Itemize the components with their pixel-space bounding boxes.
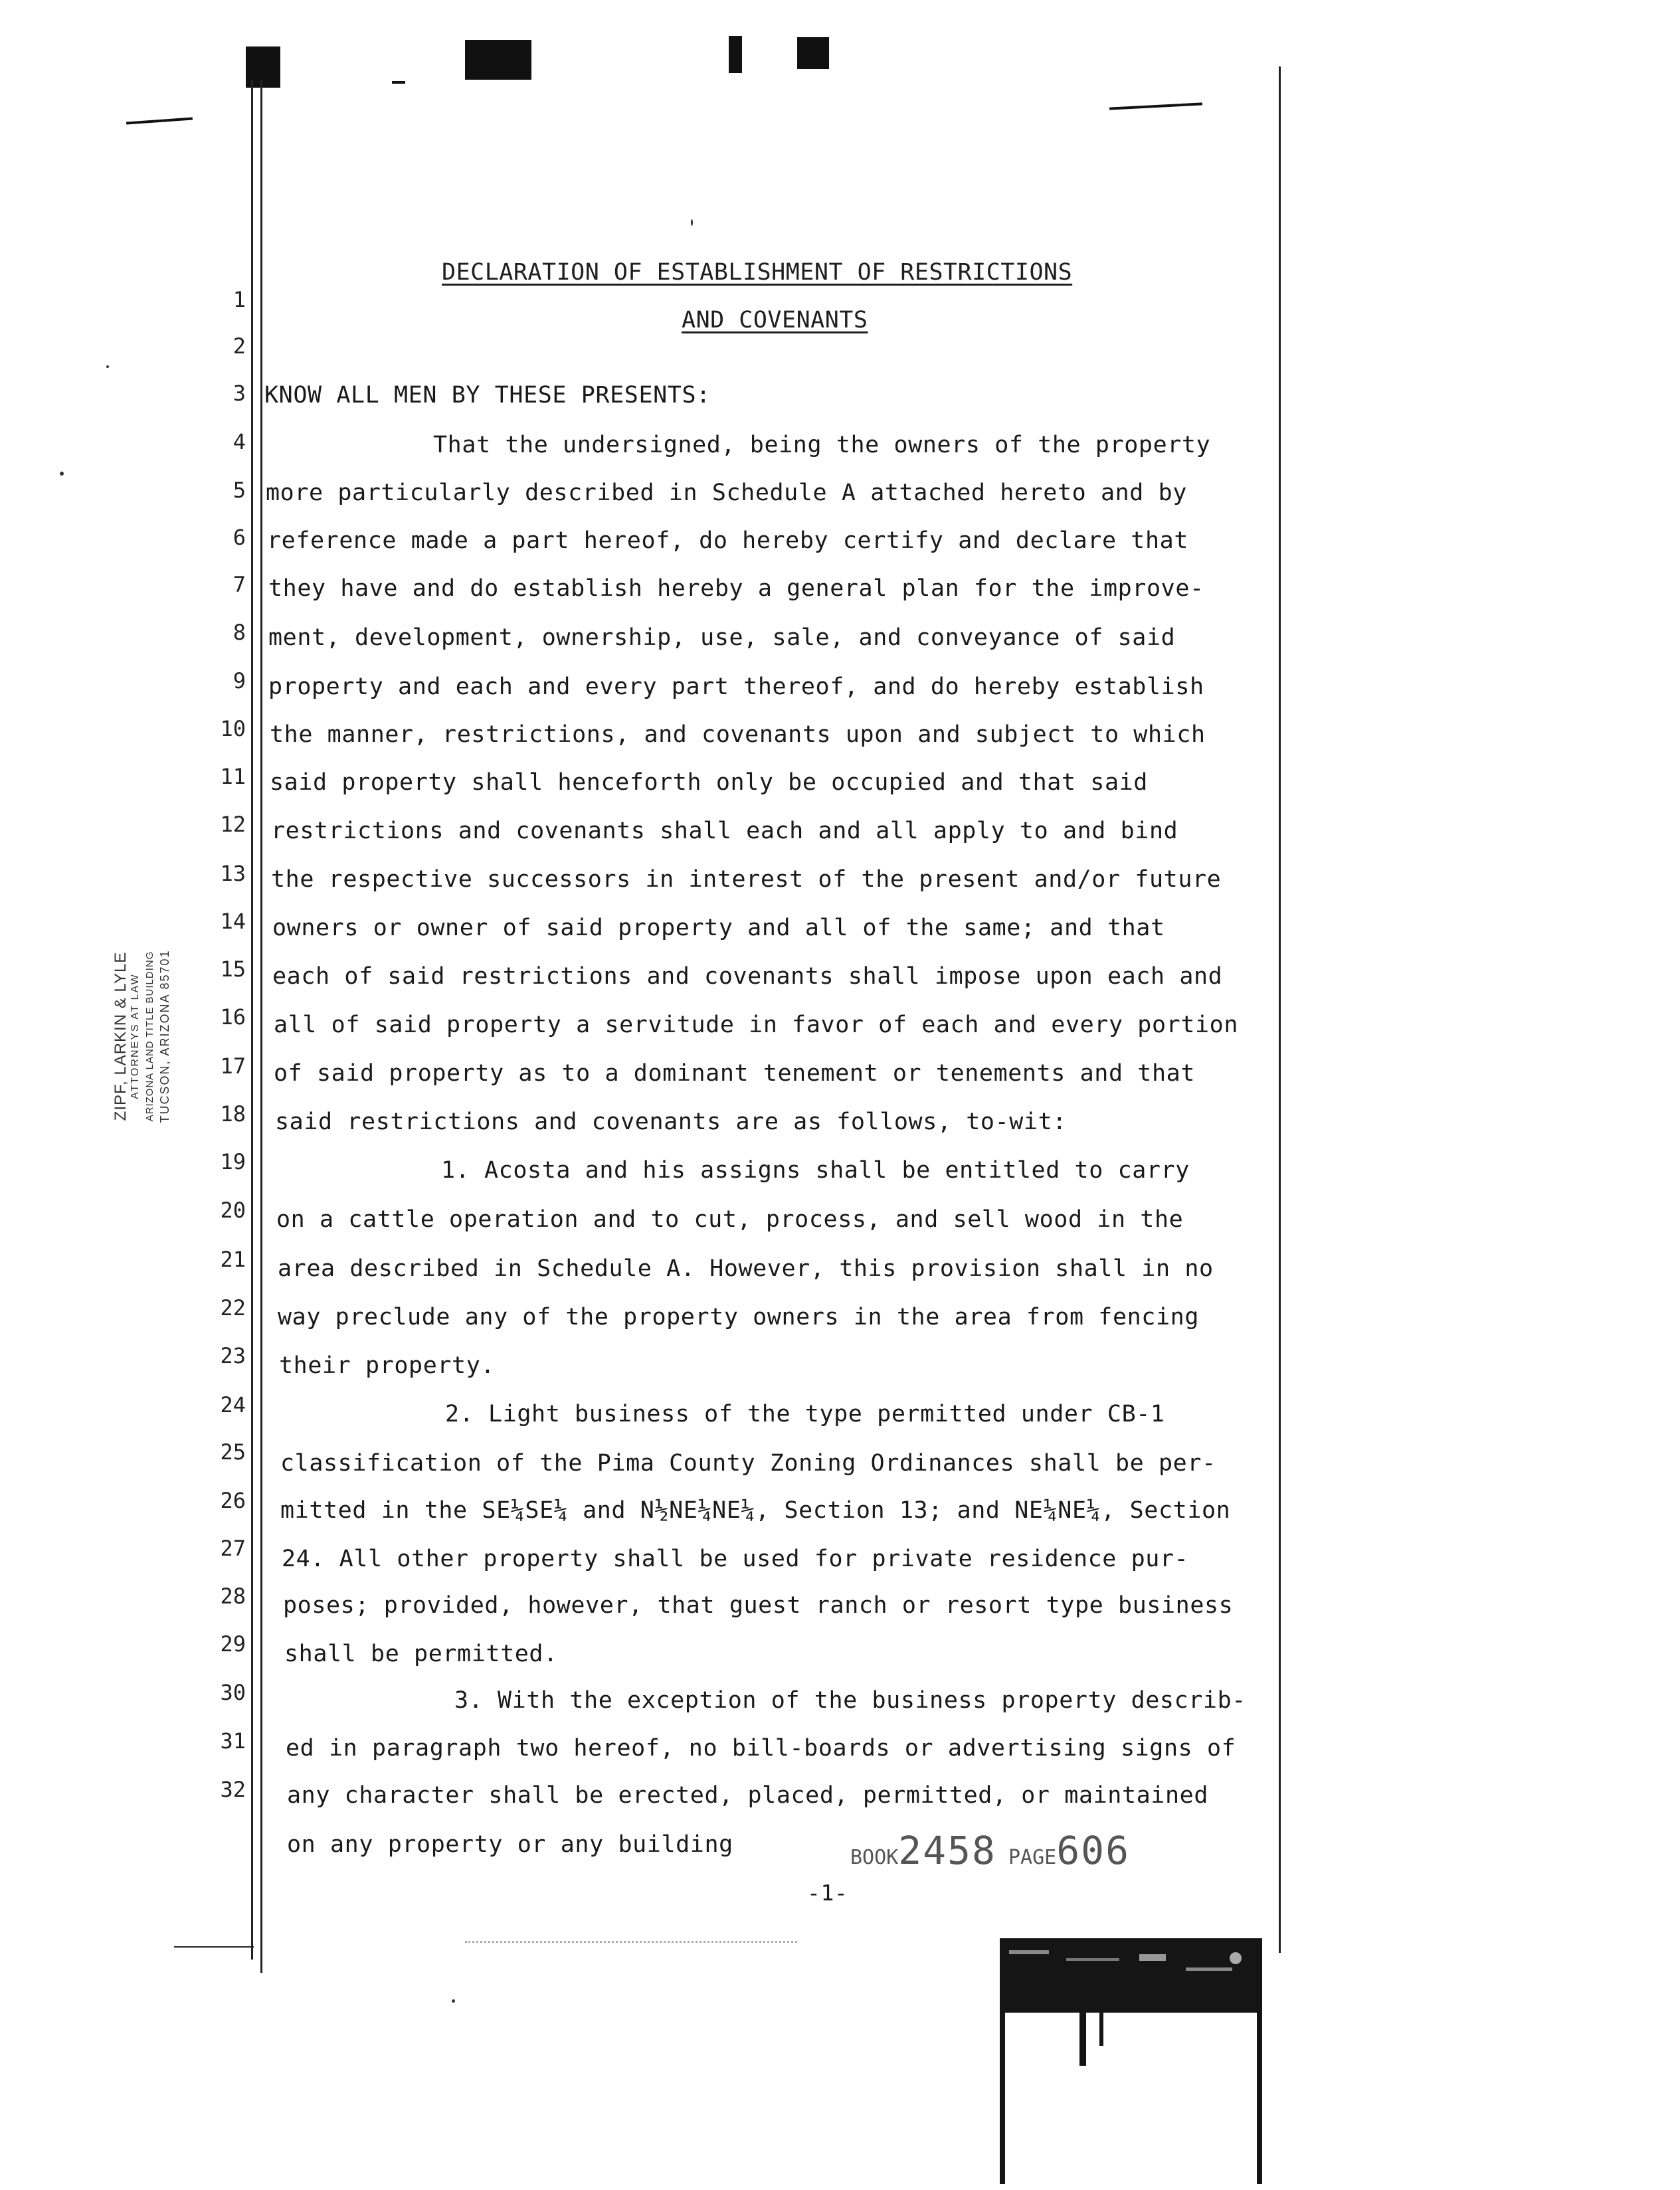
scan-mark: [465, 40, 531, 80]
body-line: the respective successors in interest of the present and/or future: [271, 866, 1222, 893]
dotted-rule: [465, 1941, 797, 1943]
line-number: 25: [220, 1439, 246, 1465]
firm-building: ARIZONA LAND TITLE BUILDING: [144, 951, 155, 1122]
line-number: 14: [220, 909, 246, 934]
line-number: 13: [220, 861, 246, 886]
body-line: poses; provided, however, that guest ranch or resort type business: [283, 1592, 1234, 1619]
document-title: DECLARATION OF ESTABLISHMENT OF RESTRICTIONS: [442, 259, 1073, 286]
scan-speck: [452, 1999, 455, 2003]
page-stamp-number: 606: [1056, 1828, 1131, 1873]
line-number: 17: [220, 1053, 246, 1079]
body-line: all of said property a servitude in favor of each and every portion: [274, 1012, 1239, 1038]
body-line: of said property as to a dominant tenement or tenements and that: [274, 1060, 1195, 1087]
body-line: restrictions and covenants shall each and all apply to and bind: [271, 818, 1178, 844]
page-label: PAGE: [1008, 1846, 1057, 1869]
body-line: on any property or any building: [287, 1831, 733, 1858]
line-number: 10: [220, 716, 246, 741]
body-line: KNOW ALL MEN BY THESE PRESENTS:: [264, 382, 711, 409]
firm-role: ATTORNEYS AT LAW: [130, 973, 141, 1099]
line-number: 8: [233, 620, 246, 645]
scan-speck: [106, 365, 109, 368]
body-line: owners or owner of said property and all of the same; and that: [272, 915, 1165, 941]
bottom-rule: [174, 1946, 254, 1948]
body-line: shall be permitted.: [284, 1641, 558, 1667]
line-number: 23: [220, 1343, 246, 1368]
scan-mark: [1109, 102, 1202, 110]
scan-speck: [60, 472, 64, 476]
line-number: 24: [220, 1392, 246, 1417]
line-number: 29: [220, 1631, 246, 1657]
body-line: reference made a part hereof, do hereby certify and declare that: [267, 527, 1188, 554]
line-number: 5: [233, 478, 246, 503]
body-line: area described in Schedule A. However, this provision shall in no: [278, 1255, 1214, 1282]
line-number: 20: [220, 1198, 246, 1223]
line-number: 32: [220, 1777, 246, 1802]
scan-mark: [729, 36, 742, 73]
scan-speck: [691, 219, 693, 226]
book-number: 2458: [898, 1828, 996, 1873]
body-line: mitted in the SE¼SE¼ and N½NE¼NE¼, Section 13; and NE¼NE¼, Section: [280, 1497, 1231, 1524]
line-number: 1: [233, 287, 246, 312]
body-line: the manner, restrictions, and covenants upon and subject to which: [270, 721, 1206, 748]
document-subtitle: AND COVENANTS: [682, 307, 868, 333]
left-margin-rule: [251, 80, 253, 1960]
line-number: 6: [233, 525, 246, 550]
line-number: 21: [220, 1247, 246, 1272]
right-margin-rule: [1279, 66, 1281, 1953]
body-line: 1. Acosta and his assigns shall be entitled to carry: [441, 1157, 1190, 1184]
body-line: classification of the Pima County Zoning Ordinances shall be per-: [280, 1450, 1216, 1477]
page-number: -1-: [807, 1880, 848, 1906]
body-line: any character shall be erected, placed, permitted, or maintained: [287, 1782, 1208, 1809]
body-line: more particularly described in Schedule A attached hereto and by: [266, 480, 1187, 506]
line-number: 4: [233, 429, 246, 454]
book-page-stamp: [850, 1828, 1130, 1873]
line-number: 28: [220, 1584, 246, 1609]
line-number: 12: [220, 812, 246, 837]
line-number: 2: [233, 333, 246, 359]
line-number: 9: [233, 668, 246, 693]
body-line: 3. With the exception of the business property describ-: [454, 1687, 1246, 1714]
line-number: 15: [220, 957, 246, 982]
scan-mark: [797, 37, 829, 69]
scan-mark: [392, 81, 405, 84]
body-line: ment, development, ownership, use, sale, and conveyance of said: [268, 624, 1176, 651]
body-line: they have and do establish hereby a general plan for the improve-: [268, 575, 1204, 602]
body-line: way preclude any of the property owners in the area from fencing: [278, 1304, 1199, 1330]
body-line: each of said restrictions and covenants shall impose upon each and: [272, 963, 1223, 990]
scan-mark: [126, 118, 193, 125]
line-number: 7: [233, 572, 246, 597]
body-line: That the undersigned, being the owners of the property: [433, 432, 1211, 458]
recorder-stamp-block: [1000, 1938, 1262, 2187]
body-line: 2. Light business of the type permitted under CB-1: [445, 1401, 1165, 1427]
body-line: their property.: [279, 1352, 496, 1379]
body-line: said property shall henceforth only be occupied and that said: [270, 769, 1148, 796]
line-number: 26: [220, 1488, 246, 1513]
body-line: property and each and every part thereof, and do hereby establish: [268, 674, 1204, 700]
body-line: said restrictions and covenants are as follows, to-wit:: [275, 1109, 1067, 1135]
line-number: 3: [233, 381, 246, 406]
firm-address: TUCSON, ARIZONA 85701: [158, 949, 171, 1123]
left-margin-rule-inner: [260, 80, 262, 1973]
line-number: 19: [220, 1149, 246, 1174]
body-line: on a cattle operation and to cut, process, and sell wood in the: [276, 1206, 1184, 1233]
body-line: 24. All other property shall be used for private residence pur-: [282, 1546, 1189, 1572]
firm-name: ZIPF, LARKIN & LYLE: [112, 951, 130, 1121]
body-line: ed in paragraph two hereof, no bill-boards or advertising signs of: [286, 1735, 1236, 1762]
book-label: BOOK: [850, 1846, 899, 1869]
line-number: 27: [220, 1536, 246, 1561]
firm-stamp: [114, 949, 172, 1123]
line-number: 22: [220, 1295, 246, 1321]
line-number: 11: [220, 764, 246, 789]
line-number: 30: [220, 1680, 246, 1705]
line-number: 18: [220, 1101, 246, 1127]
line-number: 31: [220, 1728, 246, 1754]
line-number: 16: [220, 1004, 246, 1030]
